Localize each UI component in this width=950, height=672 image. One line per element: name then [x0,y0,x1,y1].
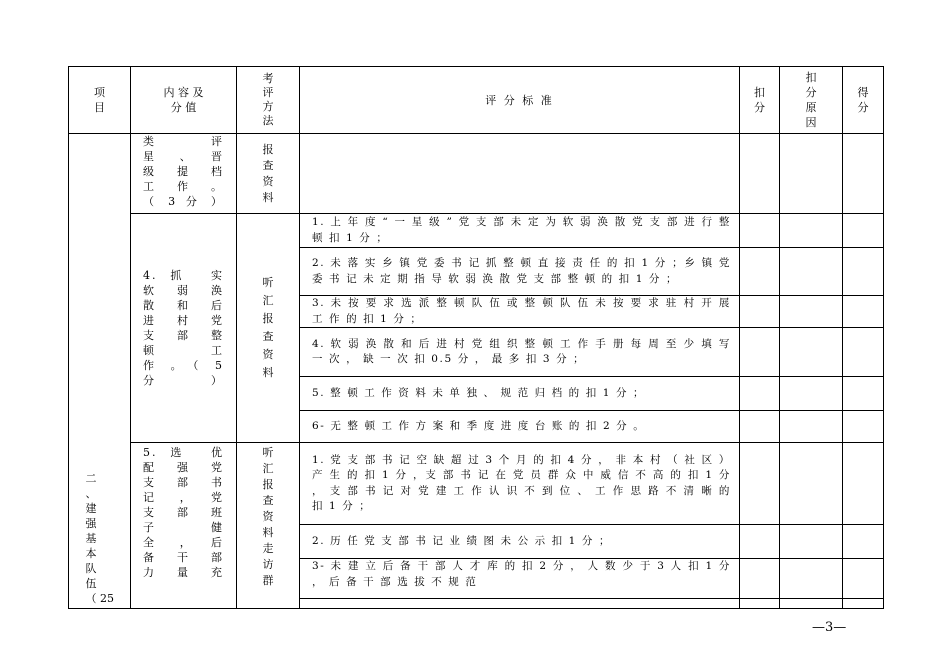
criteria-cell: 2. 未 落 实 乡 镇 党 委 书 记 抓 整 顿 直 接 责 任 的 扣 1 分 ；乡 镇 党 委 书 记 未 定 期 指 导 软 弱 涣 散 党 支 部 整 顿 的 扣 1 分 ； [300,248,740,296]
reason-cell [780,411,843,443]
table-row [69,134,884,214]
score-cell [843,377,884,411]
criteria-cell [300,134,740,214]
deduct-cell [740,525,780,559]
reason-cell [780,328,843,377]
header-content: 内 容 及 分 值 [131,67,237,134]
criteria-cell: 3. 未 按 要 求 选 派 整 顿 队 伍 或 整 顿 队 伍 未 按 要 求 驻 村 开 展 工 作 的 扣 1 分 ； [300,296,740,328]
reason-cell [780,296,843,328]
content-cell: 类 评 星 、 晋 级 提 档 工 作 。 （ 3 分 ） [131,134,237,214]
reason-cell [780,525,843,559]
deduct-cell [740,377,780,411]
reason-cell [780,248,843,296]
header-score: 得 分 [843,67,884,134]
header-row [69,67,884,134]
score-cell [843,248,884,296]
criteria-cell: 3- 未 建 立 后 备 干 部 人 才 库 的 扣 2 分 ， 人 数 少 于 3 人 扣 1 分 ， 后 备 干 部 选 拔 不 规 范 [300,559,740,599]
criteria-cell: 6- 无 整 顿 工 作 方 案 和 季 度 进 度 台 账 的 扣 2 分 。 [300,411,740,443]
score-cell [843,599,884,609]
reason-cell [780,599,843,609]
reason-cell [780,443,843,525]
score-cell [843,134,884,214]
deduct-cell [740,328,780,377]
content-cell: 4. 抓 实 软 弱 涣 散 和 后 进 村 党 支 部 整 顿 工 作 。 （ 5 分 ） [131,214,237,443]
deduct-cell [740,411,780,443]
reason-cell [780,134,843,214]
deduct-cell [740,443,780,525]
score-cell [843,328,884,377]
score-cell [843,214,884,248]
deduct-cell [740,599,780,609]
score-cell [843,525,884,559]
deduct-cell [740,214,780,248]
score-cell [843,443,884,525]
header-method: 考 评 方 法 [237,67,300,134]
criteria-cell: 5. 整 顿 工 作 资 料 未 单 独 、 规 范 归 档 的 扣 1 分 ； [300,377,740,411]
content-cell: 5. 选 优 配 强 党 支 部 书 记 ， 党 支 部 班 子 健 全 ， 后 备 干 部 力 量 充 [131,443,237,609]
section-label: 二 、 建 强 基 本 队 伍 （ 25 [85,472,114,605]
criteria-cell [300,599,740,609]
method-cell: 听 汇 报 查 资 料 [237,214,300,443]
criteria-cell: 1. 党 支 部 书 记 空 缺 超 过 3 个 月 的 扣 4 分 ， 非 本 村 （ 社 区 ） 产 生 的 扣 1 分 ，支 部 书 记 在 党 员 群 众 中 威 信 不 高 的 扣 1 分 ， 支 部 书 记 对 党 建 工 作 认 识 不 到 位 、 工 作 思 路 不 清 晰 的 扣 1 分 ； [300,443,740,525]
score-cell [843,411,884,443]
method-cell: 报 查 资 料 [237,134,300,214]
header-criteria: 评 分 标 准 [300,67,740,134]
score-cell [843,559,884,599]
reason-cell [780,214,843,248]
reason-cell [780,377,843,411]
section-label-cell [69,134,131,609]
page-number: —3— [812,620,847,635]
table-row [69,214,884,248]
header-reason: 扣 分 原 因 [780,67,843,134]
method-cell: 听 汇 报 查 资 料 走 访 群 [237,443,300,609]
scoring-table [68,66,884,609]
deduct-cell [740,248,780,296]
header-item: 项 目 [69,67,131,134]
criteria-cell: 2. 历 任 党 支 部 书 记 业 绩 图 未 公 示 扣 1 分 ； [300,525,740,559]
deduct-cell [740,559,780,599]
deduct-cell [740,296,780,328]
table-row [69,443,884,525]
deduct-cell [740,134,780,214]
score-cell [843,296,884,328]
header-deduct: 扣 分 [740,67,780,134]
reason-cell [780,559,843,599]
criteria-cell: 4. 软 弱 涣 散 和 后 进 村 党 组 织 整 顿 工 作 手 册 每 周 至 少 填 写 一 次 ， 缺 一 次 扣 0.5 分 ， 最 多 扣 3 分 ； [300,328,740,377]
criteria-cell: 1. 上 年 度 “ 一 星 级 ” 党 支 部 未 定 为 软 弱 涣 散 党 支 部 进 行 整 顿 扣 1 分 ； [300,214,740,248]
